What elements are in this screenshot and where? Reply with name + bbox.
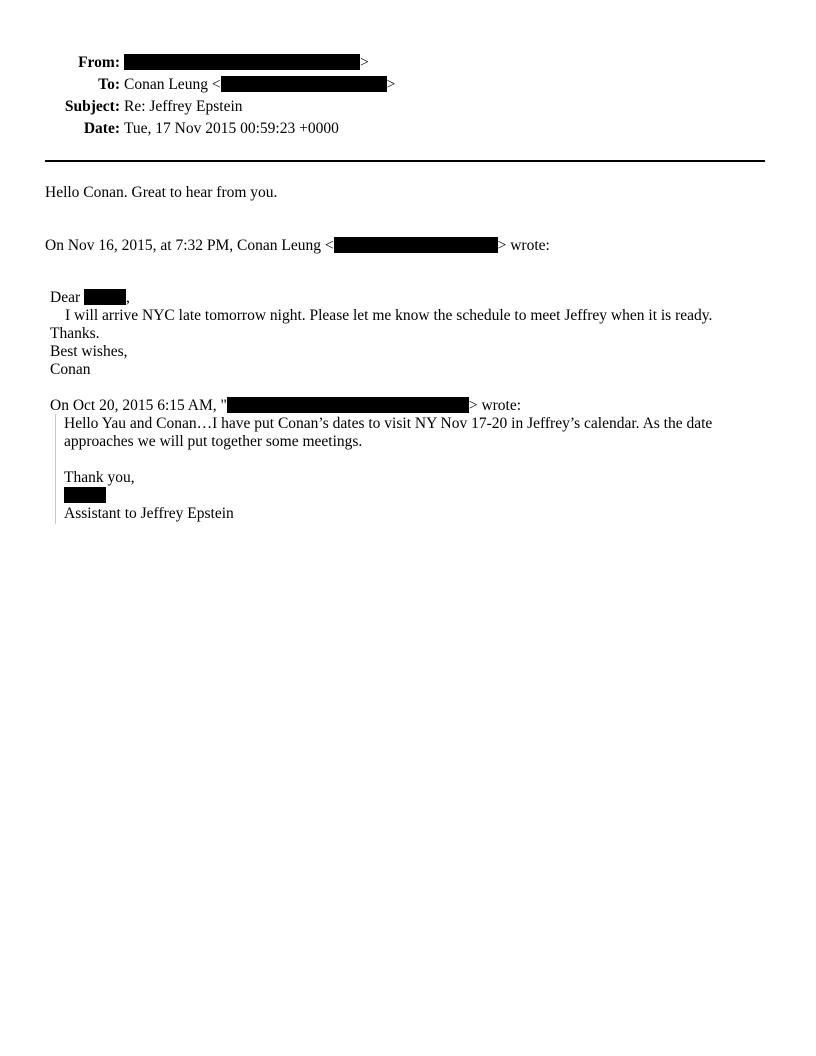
attribution-2 [50, 397, 521, 415]
quote-bar [55, 414, 56, 524]
subject-label: Subject: [64, 98, 120, 115]
subject-value: Re: Jeffrey Epstein [124, 98, 243, 115]
best-wishes-line: Best wishes, [50, 343, 128, 360]
attribution-2-suffix: > wrote: [468, 397, 522, 414]
greeting: Hello Conan. Great to hear from you. [45, 184, 278, 201]
redaction-block [227, 397, 469, 413]
to-value [124, 76, 395, 94]
redaction-block [334, 237, 498, 253]
from-label: From: [78, 54, 120, 71]
date-value: Tue, 17 Nov 2015 00:59:23 +0000 [124, 120, 339, 137]
dear-line [50, 289, 130, 307]
redaction-block [84, 289, 126, 305]
attribution-1-prefix: On Nov 16, 2015, at 7:32 PM, Conan Leung < [45, 237, 334, 254]
header-divider [45, 160, 765, 162]
message-line: I will arrive NYC late tomorrow night. Please let me know the schedule to meet Jeffrey when it is ready. [65, 307, 713, 324]
attribution-1 [45, 237, 550, 255]
quoted-line-1: Hello Yau and Conan…I have put Conan’s dates to visit NY Nov 17-20 in Jeffrey’s calendar. As the date [64, 415, 713, 432]
quoted-line-2: approaches we will put together some meetings. [64, 433, 363, 450]
from-suffix: > [360, 54, 369, 71]
to-label: To: [98, 76, 120, 93]
date-label: Date: [83, 120, 120, 137]
to-suffix: > [386, 76, 396, 93]
attribution-1-suffix: > wrote: [497, 237, 550, 254]
from-value [124, 54, 369, 72]
dear-prefix: Dear [50, 289, 84, 306]
quoted-signature-name [64, 487, 106, 505]
redaction-block [221, 76, 387, 92]
quoted-title: Assistant to Jeffrey Epstein [64, 505, 234, 522]
quoted-thanks: Thank you, [64, 469, 135, 486]
redaction-block [64, 487, 106, 503]
dear-suffix: , [126, 289, 130, 306]
attribution-2-prefix: On Oct 20, 2015 6:15 AM, " [50, 397, 227, 414]
signoff-name: Conan [50, 361, 91, 378]
thanks-line: Thanks. [50, 325, 100, 342]
to-name: Conan Leung < [124, 76, 221, 93]
redaction-block [124, 54, 360, 70]
